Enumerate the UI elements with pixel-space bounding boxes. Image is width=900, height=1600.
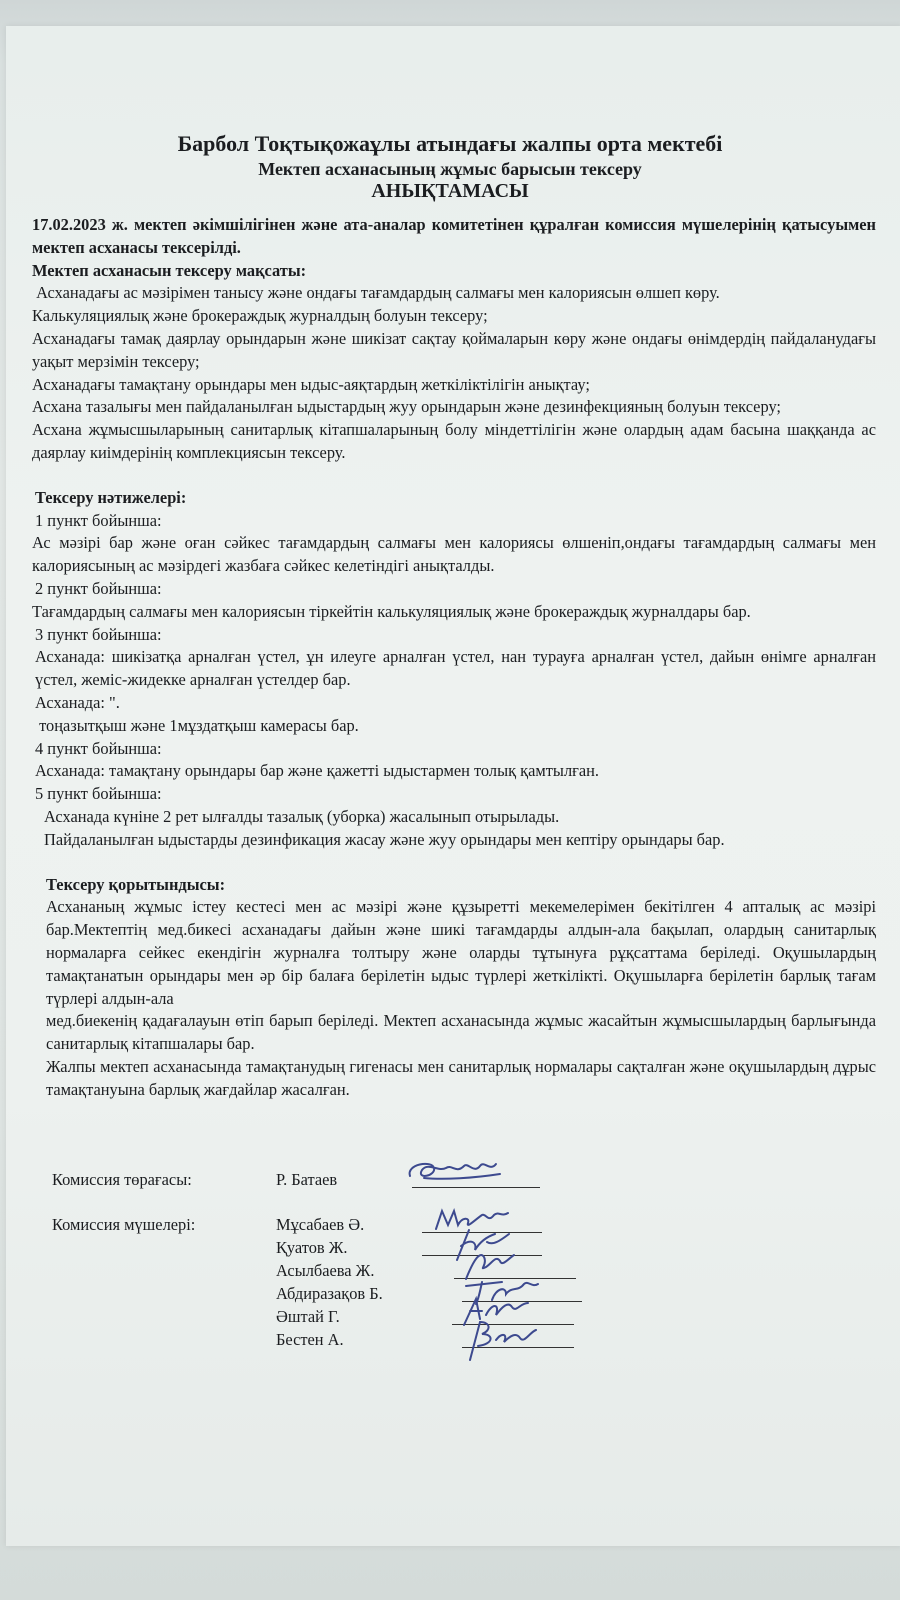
point-text: Асханада: ". <box>35 692 120 712</box>
member-row <box>52 1261 852 1284</box>
point-title: 2 пункт бойынша: <box>35 578 162 598</box>
conclusion-paragraph: Асхананың жұмыс істеу кестесі мен ас мәзірі және құзыретті мекемелерімен бекітілген 4 апталық ас мәзірі бар.Мектептің мед.бикесі асханадағы дайын және шикі тағамдарды алдын-ала бақылап, олардың санитарлық нормаларға сейкес екендігін журналға толтыру және оларды тұтынуға рұқсаттама беріледі. Оқушылардың тамақтанатын орындары мен әр бір балаға берілетін ыдыс түрлері жеткілікті. Оқушыларға берілетін барлық тағам түрлері алдын-ала <box>46 897 876 1008</box>
purpose-item: Асханадағы ас мәзірімен танысу және ондағы тағамдардың салмағы мен калориясын өлшеп көру. <box>32 283 720 303</box>
member-name: Абдиразақов Б. <box>276 1284 383 1303</box>
members-label: Комиссия мүшелері: <box>52 1215 196 1234</box>
conclusion-paragraph: Жалпы мектеп асханасында тамақтанудың гигенасы мен санитарлық нормалары сақталған және оқушылардың дұрыс тамақтануына барлық жағдайлар жасалған. <box>46 1056 876 1099</box>
member-row <box>52 1330 852 1353</box>
spacer <box>32 465 876 487</box>
purpose-item: Асхана тазалығы мен пайдаланылған ыдыстардың жуу орындарын және дезинфекцияның болуын тексеру; <box>32 397 781 417</box>
document-subject: Мектеп асханасының жұмыс барысын тексеру <box>258 159 642 179</box>
results-heading: Тексеру нәтижелері: <box>35 487 187 507</box>
signature-image <box>404 1154 504 1188</box>
intro-paragraph: 17.02.2023 ж. мектеп әкімшілігінен және ата-аналар комитетінен құралған комиссия мүшелерінің қатысуымен мектеп асханасы тексерілді. <box>32 215 876 257</box>
purpose-item: Асхана жұмысшыларының санитарлық кітапшаларының болу міндеттілігін және олардың адам басына шаққанда ас даярлау киімдерінің комплекциясын тексеру. <box>32 420 876 462</box>
point-text: Тағамдардың салмағы мен калориясын тіркейтін калькуляциялық және брокераждық журналдары бар. <box>32 601 751 621</box>
point-text: Ас мәзірі бар және оған сәйкес тағамдардың салмағы мен калориясы өлшеніп,ондағы тағамдардың салмағы мен калориясының ас мәзірдегі жазбаға сәйкес келетіндігі анықталды. <box>32 533 876 576</box>
point-text: тоңазытқыш және 1мұздатқыш камерасы бар. <box>35 715 359 735</box>
member-name: Асылбаева Ж. <box>276 1261 375 1280</box>
signature-block <box>52 1170 852 1353</box>
member-row <box>52 1238 852 1261</box>
member-name: Әштай Г. <box>276 1307 340 1326</box>
conclusion-paragraph: мед.биекенің қадағалауын өтіп барып беріледі. Мектеп асханасында жұмыс жасайтын жұмысшылардың барлығында санитарлық кітапшалары бар. <box>46 1011 876 1054</box>
document-body <box>32 214 876 1101</box>
point-title: 3 пункт бойынша: <box>35 624 162 644</box>
document-header <box>0 130 900 202</box>
point-text: Пайдаланылған ыдыстарды дезинфикация жасау және жуу орындары мен кептіру орындары бар. <box>44 829 725 849</box>
chair-name: Р. Батаев <box>276 1170 338 1189</box>
signature-image <box>460 1318 540 1364</box>
member-row <box>52 1307 852 1330</box>
member-name: Мұсабаев Ә. <box>276 1215 365 1234</box>
member-row <box>52 1284 852 1307</box>
point-text: Асханада: шикізатқа арналған үстел, ұн илеуге арналған үстел, нан турауға арналған үстел, дайын өнімге арналған үстел, жеміс-жидекке арналған үстелдер бар. <box>35 647 876 690</box>
member-name: Бестен А. <box>276 1330 344 1349</box>
document-type: АНЫҚТАМАСЫ <box>371 180 529 202</box>
school-title: Барбол Тоқтықожаұлы атындағы жалпы орта мектебі <box>177 131 723 156</box>
point-title: 1 пункт бойынша: <box>35 510 162 530</box>
point-title: 4 пункт бойынша: <box>35 738 162 758</box>
point-text: Асханада: тамақтану орындары бар және қажетті ыдыстармен толық қамтылған. <box>35 761 599 781</box>
purpose-item: Асханадағы тамақтану орындары мен ыдыс-аяқтардың жеткіліктілігін анықтау; <box>32 374 590 394</box>
chair-label: Комиссия төрағасы: <box>52 1170 192 1189</box>
purpose-item: Калькуляциялық және брокераждық журналдың болуын тексеру; <box>32 306 488 326</box>
purpose-item: Асханадағы тамақ даярлау орындарын және шикізат сақтау қоймаларын көру және ондағы өнімдердің пайдаланудағы уақыт мерзімін тексеру; <box>32 328 876 371</box>
point-text: Асханада күніне 2 рет ылғалды тазалық (уборка) жасалынып отырылады. <box>44 806 560 826</box>
purpose-heading: Мектеп асханасын тексеру мақсаты: <box>32 260 307 280</box>
chair-row <box>52 1170 852 1193</box>
point-title: 5 пункт бойынша: <box>35 784 162 804</box>
spacer <box>32 852 876 874</box>
member-name: Қуатов Ж. <box>276 1238 348 1257</box>
conclusion-heading: Тексеру қорытындысы: <box>46 874 226 894</box>
